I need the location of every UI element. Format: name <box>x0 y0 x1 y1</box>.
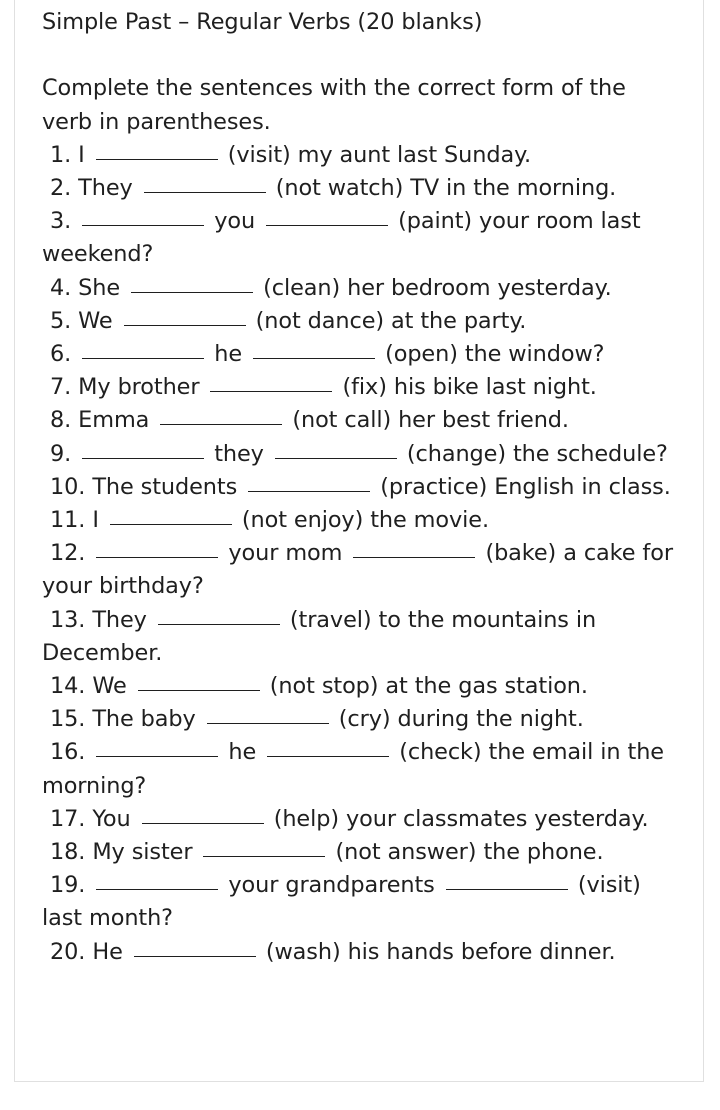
answer-blank[interactable] <box>138 689 260 691</box>
answer-blank[interactable] <box>158 623 280 625</box>
item-text: (not answer) the phone. <box>335 839 604 866</box>
item-text: (not call) her best friend. <box>292 407 569 434</box>
exercise-item <box>42 338 682 371</box>
exercise-item <box>42 438 682 471</box>
exercise-item <box>42 504 682 537</box>
exercise-item <box>42 604 682 670</box>
item-number-subject: 6. <box>50 341 72 368</box>
item-text: (bake) a cake for your birthday? <box>42 540 673 600</box>
item-number-subject: 14. We <box>50 673 127 700</box>
item-text: your grandparents <box>228 872 435 899</box>
item-number-subject: 4. She <box>50 274 121 301</box>
item-number-subject: 9. <box>50 440 72 467</box>
item-number-subject: 7. My brother <box>50 374 200 401</box>
item-text: (wash) his hands before dinner. <box>265 938 616 965</box>
item-text: (not enjoy) the movie. <box>241 507 489 534</box>
exercise-item <box>42 736 682 802</box>
exercise-item <box>42 836 682 869</box>
answer-blank[interactable] <box>353 556 475 558</box>
answer-blank[interactable] <box>248 490 370 492</box>
item-number-subject: 10. The students <box>50 473 238 500</box>
item-text: (change) the schedule? <box>406 440 668 467</box>
item-number-subject: 17. You <box>50 805 131 832</box>
item-text: (fix) his bike last night. <box>342 374 597 401</box>
item-number-subject: 2. They <box>50 175 133 201</box>
item-number-subject: 19. <box>50 872 86 899</box>
exercise-item <box>42 803 682 836</box>
answer-blank[interactable] <box>82 457 204 459</box>
answer-blank[interactable] <box>82 357 204 359</box>
exercise-item <box>42 139 682 172</box>
exercise-item <box>42 272 682 305</box>
answer-blank[interactable] <box>110 523 232 525</box>
item-number-subject: 20. He <box>50 938 123 965</box>
answer-blank[interactable] <box>253 357 375 359</box>
item-number-subject: 1. I <box>50 141 85 168</box>
answer-blank[interactable] <box>160 423 282 425</box>
item-text: (clean) her bedroom yesterday. <box>263 274 612 301</box>
exercise-item <box>42 537 682 603</box>
item-number-subject: 16. <box>50 739 86 766</box>
item-text: (open) the window? <box>385 341 605 368</box>
item-text: (not stop) at the gas station. <box>269 673 588 700</box>
item-text: (cry) during the night. <box>338 706 584 733</box>
answer-blank[interactable] <box>210 390 332 392</box>
item-text: (not dance) at the party. <box>255 307 527 334</box>
instructions: Complete the sentences with the correct form of the verb in parentheses. <box>42 75 626 135</box>
item-text: they <box>214 440 264 467</box>
exercise-item <box>42 670 682 703</box>
item-text: you <box>214 208 256 235</box>
answer-blank[interactable] <box>124 324 246 326</box>
exercise-item <box>42 205 682 271</box>
answer-blank[interactable] <box>446 888 568 890</box>
exercise-list <box>42 139 682 969</box>
worksheet-title: Simple Past – Regular Verbs (20 blanks) <box>42 9 483 35</box>
exercise-item <box>42 371 682 404</box>
title-spacer <box>42 39 682 72</box>
item-text: (not watch) TV in the morning. <box>275 175 617 201</box>
item-number-subject: 12. <box>50 540 86 567</box>
exercise-item <box>42 305 682 338</box>
answer-blank[interactable] <box>142 822 264 824</box>
answer-blank[interactable] <box>203 855 325 857</box>
answer-blank[interactable] <box>96 888 218 890</box>
exercise-item <box>42 869 682 935</box>
exercise-item <box>42 172 682 205</box>
item-text: (travel) to the mountains in December. <box>42 606 597 666</box>
answer-blank[interactable] <box>266 224 388 226</box>
exercise-item <box>42 404 682 437</box>
answer-blank[interactable] <box>207 722 329 724</box>
answer-blank[interactable] <box>96 755 218 757</box>
item-text: (visit) my aunt last Sunday. <box>227 141 532 168</box>
item-text: (visit) last month? <box>42 872 641 932</box>
item-text: he <box>228 739 257 766</box>
item-number-subject: 18. My sister <box>50 839 193 866</box>
item-number-subject: 15. The baby <box>50 706 196 733</box>
item-number-subject: 3. <box>50 208 72 235</box>
worksheet-content <box>42 6 682 969</box>
answer-blank[interactable] <box>96 158 218 160</box>
item-text: (paint) your room last weekend? <box>42 208 641 268</box>
answer-blank[interactable] <box>275 457 397 459</box>
item-number-subject: 13. They <box>50 606 147 633</box>
item-text: (practice) English in class. <box>380 473 671 500</box>
answer-blank[interactable] <box>82 224 204 226</box>
answer-blank[interactable] <box>144 191 266 193</box>
item-text: your mom <box>228 540 343 567</box>
item-text: (help) your classmates yesterday. <box>273 805 649 832</box>
answer-blank[interactable] <box>134 955 256 957</box>
item-number-subject: 11. I <box>50 507 99 534</box>
item-text: (check) the email in the morning? <box>42 739 664 799</box>
answer-blank[interactable] <box>131 291 253 293</box>
item-number-subject: 5. We <box>50 307 113 334</box>
exercise-item <box>42 936 682 969</box>
answer-blank[interactable] <box>96 556 218 558</box>
exercise-item <box>42 471 682 504</box>
item-number-subject: 8. Emma <box>50 407 150 434</box>
item-text: he <box>214 341 243 368</box>
exercise-item <box>42 703 682 736</box>
answer-blank[interactable] <box>267 755 389 757</box>
